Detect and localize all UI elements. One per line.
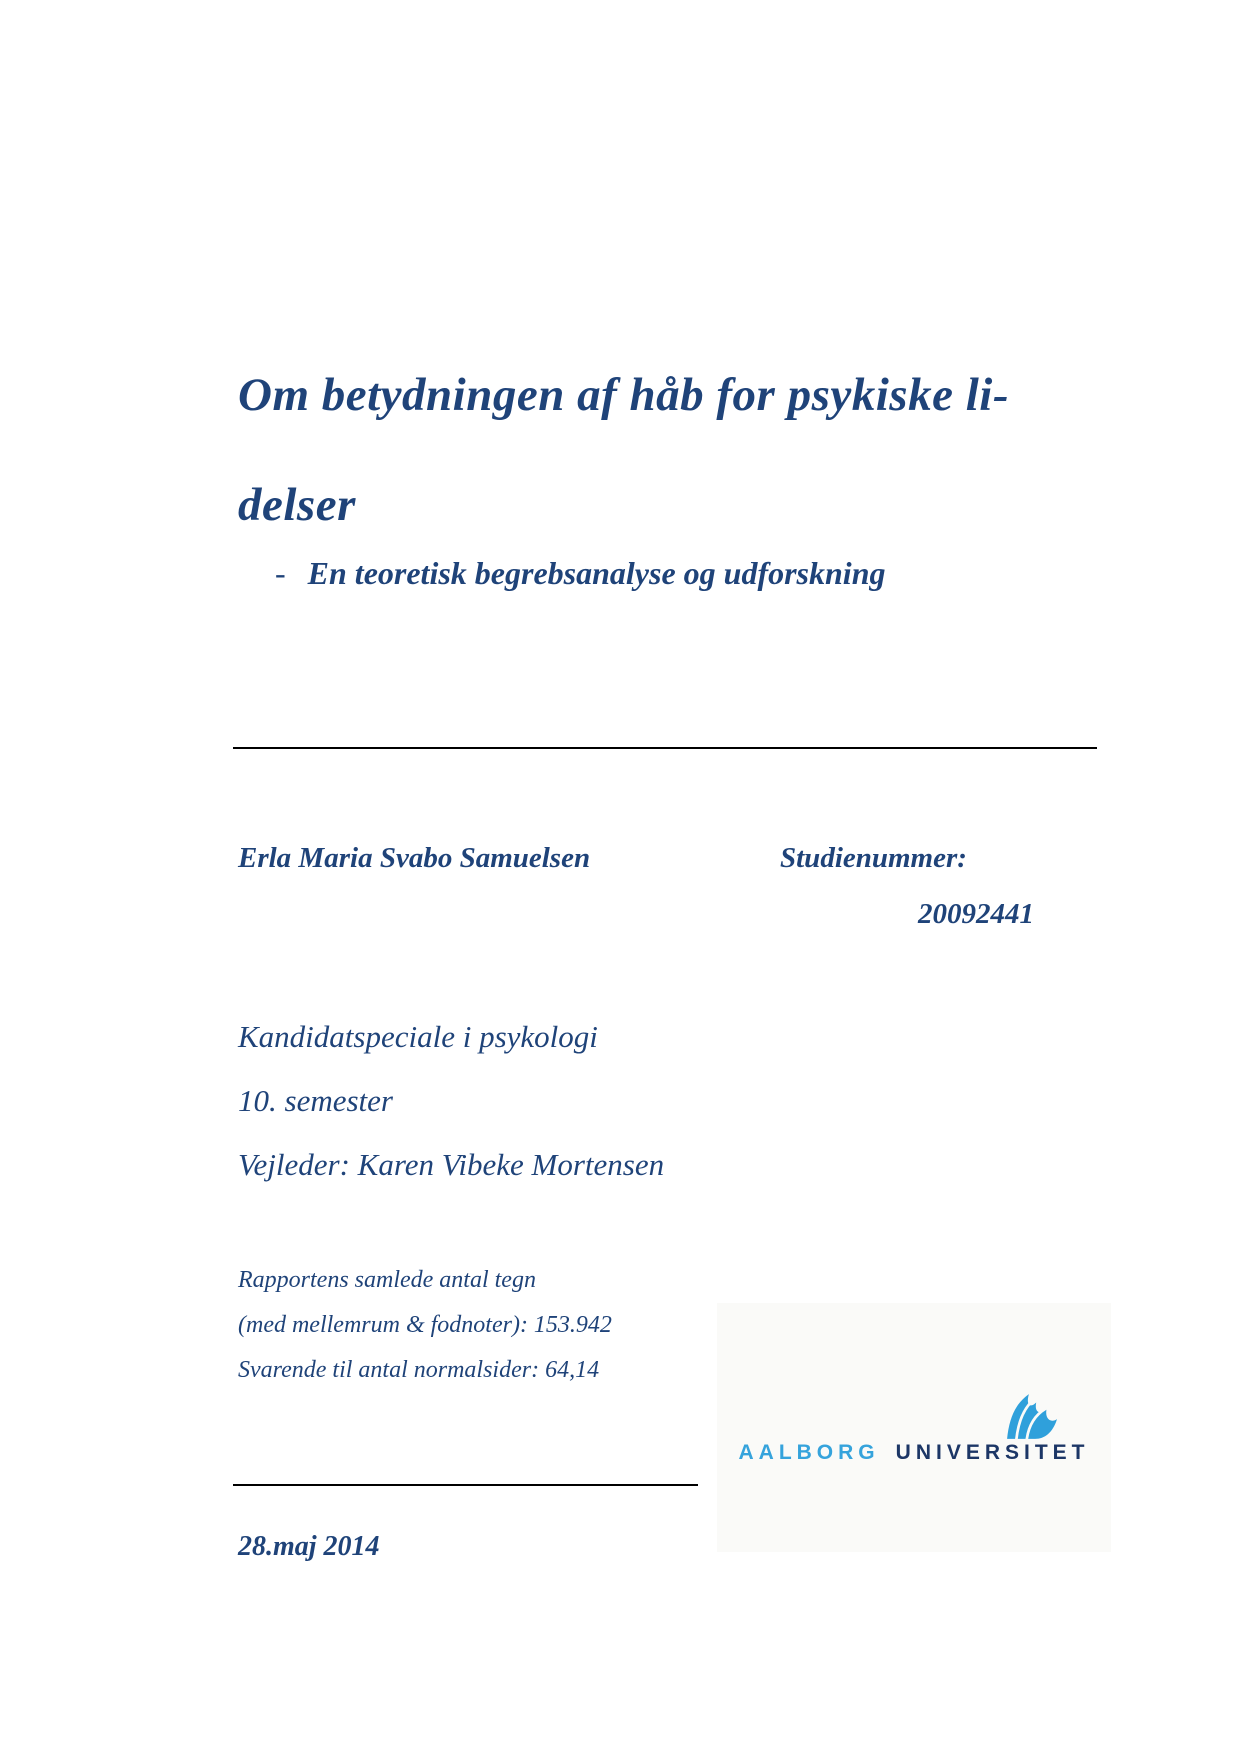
author-name: Erla Maria Svabo Samuelsen (238, 842, 591, 874)
stats-line-pages: Svarende til antal normalsider: 64,14 (238, 1357, 600, 1383)
submission-date: 28.maj 2014 (238, 1531, 380, 1562)
subtitle-dash: - (275, 555, 286, 591)
divider-line-top (233, 747, 1097, 749)
thesis-title (238, 340, 1118, 560)
program-line-supervisor: Vejleder: Karen Vibeke Mortensen (238, 1147, 665, 1182)
student-number-value: 20092441 (918, 898, 1034, 930)
report-stats (238, 1258, 612, 1393)
program-info (238, 1005, 664, 1197)
stats-line-characters-value: (med mellemrum & fodnoter): 153.942 (238, 1312, 612, 1338)
aau-logo-text (717, 1441, 1111, 1465)
divider-line-bottom (233, 1484, 698, 1486)
subtitle-text: En teoretisk begrebsanalyse og udforskning (307, 555, 886, 591)
student-number-label: Studienummer: (780, 842, 967, 874)
aau-logo-word-aalborg: AALBORG (738, 1441, 880, 1464)
thesis-title-line2: delser (238, 479, 356, 531)
stats-line-characters-label: Rapportens samlede antal tegn (238, 1267, 536, 1293)
program-line-semester: 10. semester (238, 1083, 393, 1118)
program-line-degree: Kandidatspeciale i psykologi (238, 1019, 598, 1054)
aau-wave-icon (1005, 1393, 1057, 1439)
aau-logo-word-universitet: UNIVERSITET (895, 1441, 1090, 1464)
thesis-title-line1: Om betydningen af håb for psykiske li- (238, 369, 1009, 421)
thesis-subtitle (275, 545, 885, 601)
aalborg-university-logo (717, 1303, 1111, 1552)
